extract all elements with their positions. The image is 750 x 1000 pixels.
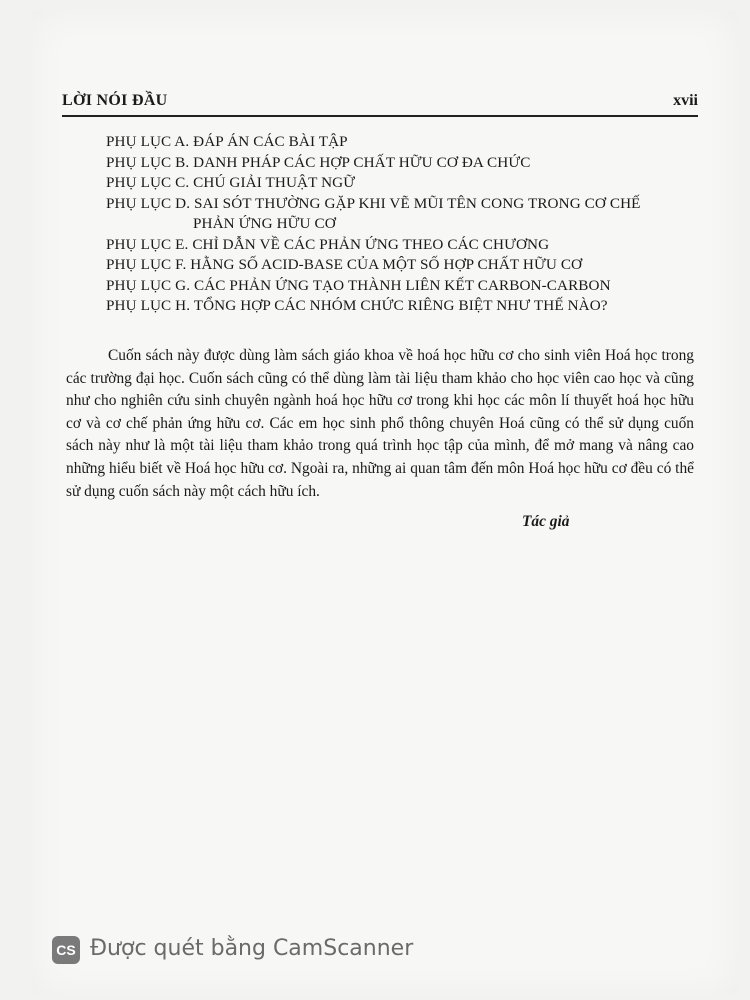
appendix-item-continuation: PHẢN ỨNG HỮU CƠ	[193, 215, 336, 232]
appendix-item: PHỤ LỤC D. SAI SÓT THƯỜNG GẶP KHI VẼ MŨI TÊN CONG TRONG CƠ CHẾ PHẢN ỨNG HỮU CƠ	[106, 194, 691, 235]
appendix-item: PHỤ LỤC H. TỔNG HỢP CÁC NHÓM CHỨC RIÊNG BIỆT NHƯ THẾ NÀO?	[106, 297, 608, 314]
appendix-item: PHỤ LỤC G. CÁC PHẢN ỨNG TẠO THÀNH LIÊN KẾT CARBON-CARBON	[106, 276, 611, 294]
page-number: xvii	[673, 92, 698, 109]
camscanner-logo-icon: CS	[52, 936, 80, 964]
section-title: LỜI NÓI ĐẦU	[62, 92, 168, 109]
page-header	[62, 92, 698, 110]
appendix-item: PHỤ LỤC C. CHÚ GIẢI THUẬT NGỮ	[106, 174, 356, 191]
appendix-list	[106, 132, 691, 317]
appendix-item: PHỤ LỤC F. HẰNG SỐ ACID-BASE CỦA MỘT SỐ HỢP CHẤT HỮU CƠ	[106, 256, 583, 273]
preface-paragraph: Cuốn sách này được dùng làm sách giáo khoa về hoá học hữu cơ cho sinh viên Hoá học trong các trường đại học. Cuốn sách cũng có thể dùng làm tài liệu tham khảo cho học viên cao học và cũng như cho nghiên cứu sinh chuyên ngành hoá học hữu cơ trong khi học các môn lí thuyết hoá học hữu cơ và cơ chế phản ứng hữu cơ. Các em học sinh phổ thông chuyên Hoá cũng có thể sử dụng cuốn sách này như là một tài liệu tham khảo trong quá trình học tập của mình, để mở mang và nâng cao những hiểu biết về Hoá học hữu cơ. Ngoài ra, những ai quan tâm đến môn Hoá học hữu cơ đều có thể sử dụng cuốn sách này một cách hữu ích.	[66, 347, 694, 500]
author-signature: Tác giả	[522, 513, 570, 530]
header-rule	[62, 115, 698, 117]
appendix-item: PHỤ LỤC B. DANH PHÁP CÁC HỢP CHẤT HỮU CƠ ĐA CHỨC	[106, 153, 531, 171]
appendix-item: PHỤ LỤC E. CHỈ DẪN VỀ CÁC PHẢN ỨNG THEO CÁC CHƯƠNG	[106, 235, 550, 253]
appendix-item: PHỤ LỤC A. ĐÁP ÁN CÁC BÀI TẬP	[106, 133, 348, 150]
camscanner-watermark: Được quét bằng CamScanner	[90, 936, 414, 961]
